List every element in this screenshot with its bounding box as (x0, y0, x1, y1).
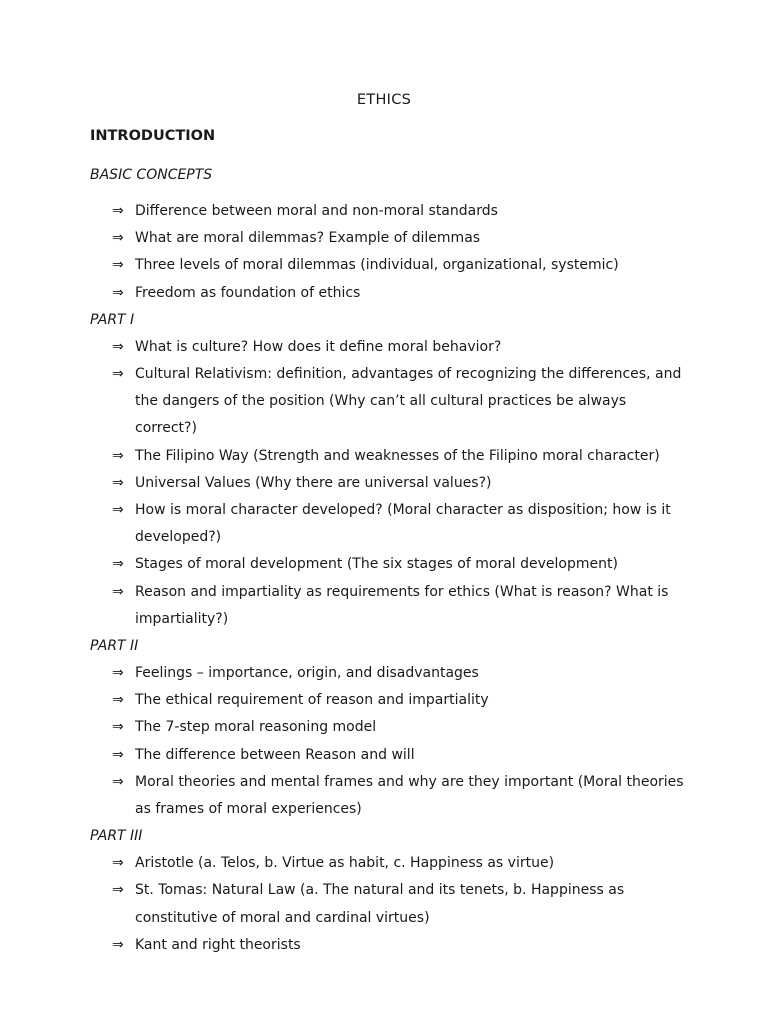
outline-item (90, 932, 690, 959)
outline-item-text: Freedom as foundation of ethics (135, 284, 361, 301)
outline-item (90, 742, 690, 769)
double-arrow-icon: ⇒ (112, 936, 124, 953)
double-arrow-icon: ⇒ (112, 257, 124, 274)
outline-item-text: How is moral character developed? (Moral character as disposition; how is it developed?) (135, 502, 671, 546)
outline-item-text: The ethical requirement of reason and impartiality (135, 692, 489, 709)
double-arrow-icon: ⇒ (112, 855, 124, 872)
outline-item (90, 225, 690, 252)
double-arrow-icon: ⇒ (112, 583, 124, 600)
outline-item-text: The 7-step moral reasoning model (135, 719, 377, 736)
section-label: PART I (90, 311, 135, 328)
outline-item (90, 877, 690, 931)
outline-item (90, 361, 690, 443)
outline-item-text: What is culture? How does it define moral behavior? (135, 338, 502, 355)
outline-item-text: St. Tomas: Natural Law (a. The natural and its tenets, b. Happiness as constitutive of moral and cardinal virtues) (135, 882, 625, 926)
double-arrow-icon: ⇒ (112, 447, 124, 464)
outline-item (90, 334, 690, 361)
double-arrow-icon: ⇒ (112, 773, 124, 790)
outline-item-text: Cultural Relativism: definition, advantages of recognizing the differences, and the dangers of the position (Why can’t all cultural practices be always correct?) (135, 366, 682, 437)
outline-item (90, 497, 690, 551)
outline-item-text: Stages of moral development (The six stages of moral development) (135, 556, 618, 573)
double-arrow-icon: ⇒ (112, 474, 124, 491)
double-arrow-icon: ⇒ (112, 882, 124, 899)
outline-item (90, 769, 690, 823)
outline-item (90, 551, 690, 578)
double-arrow-icon: ⇒ (112, 665, 124, 682)
outline-item (90, 579, 690, 633)
outline-item (90, 470, 690, 497)
double-arrow-icon: ⇒ (112, 284, 124, 301)
double-arrow-icon: ⇒ (112, 366, 124, 383)
outline-item-text: The difference between Reason and will (135, 746, 415, 763)
outline-item (90, 280, 690, 307)
double-arrow-icon: ⇒ (112, 692, 124, 709)
outline-content (90, 162, 690, 959)
outline-item (90, 687, 690, 714)
document-title: ETHICS (356, 92, 412, 108)
double-arrow-icon: ⇒ (112, 502, 124, 519)
outline-item-text: Difference between moral and non-moral standards (135, 203, 498, 219)
outline-item-text: Three levels of moral dilemmas (individual, organizational, systemic) (135, 257, 619, 274)
double-arrow-icon: ⇒ (112, 556, 124, 573)
double-arrow-icon: ⇒ (112, 746, 124, 763)
outline-item-text: Aristotle (a. Telos, b. Virtue as habit, c. Happiness as virtue) (135, 855, 555, 872)
section-label: PART II (90, 638, 139, 655)
outline-item-text: Reason and impartiality as requirements for ethics (What is reason? What is impartiality?) (135, 583, 669, 627)
outline-item-text: Universal Values (Why there are universal values?) (135, 474, 492, 491)
double-arrow-icon: ⇒ (112, 230, 124, 247)
section-label: BASIC CONCEPTS (90, 167, 213, 183)
outline-item-text: The Filipino Way (Strength and weaknesses of the Filipino moral character) (135, 447, 660, 464)
double-arrow-icon: ⇒ (112, 338, 124, 355)
outline-item-text: Kant and right theorists (135, 936, 301, 953)
section-label: PART III (90, 828, 143, 845)
outline-item (90, 850, 690, 877)
introduction-heading: INTRODUCTION (90, 128, 216, 144)
double-arrow-icon: ⇒ (112, 203, 124, 219)
double-arrow-icon: ⇒ (112, 719, 124, 736)
outline-item (90, 714, 690, 741)
outline-item (90, 443, 690, 470)
outline-item (90, 198, 690, 225)
outline-item-text: Moral theories and mental frames and why are they important (Moral theories as frames of moral experiences) (135, 773, 684, 818)
outline-item-text: What are moral dilemmas? Example of dilemmas (135, 230, 481, 247)
outline-item (90, 252, 690, 279)
outline-item (90, 660, 690, 687)
outline-item-text: Feelings – importance, origin, and disadvantages (135, 665, 479, 682)
